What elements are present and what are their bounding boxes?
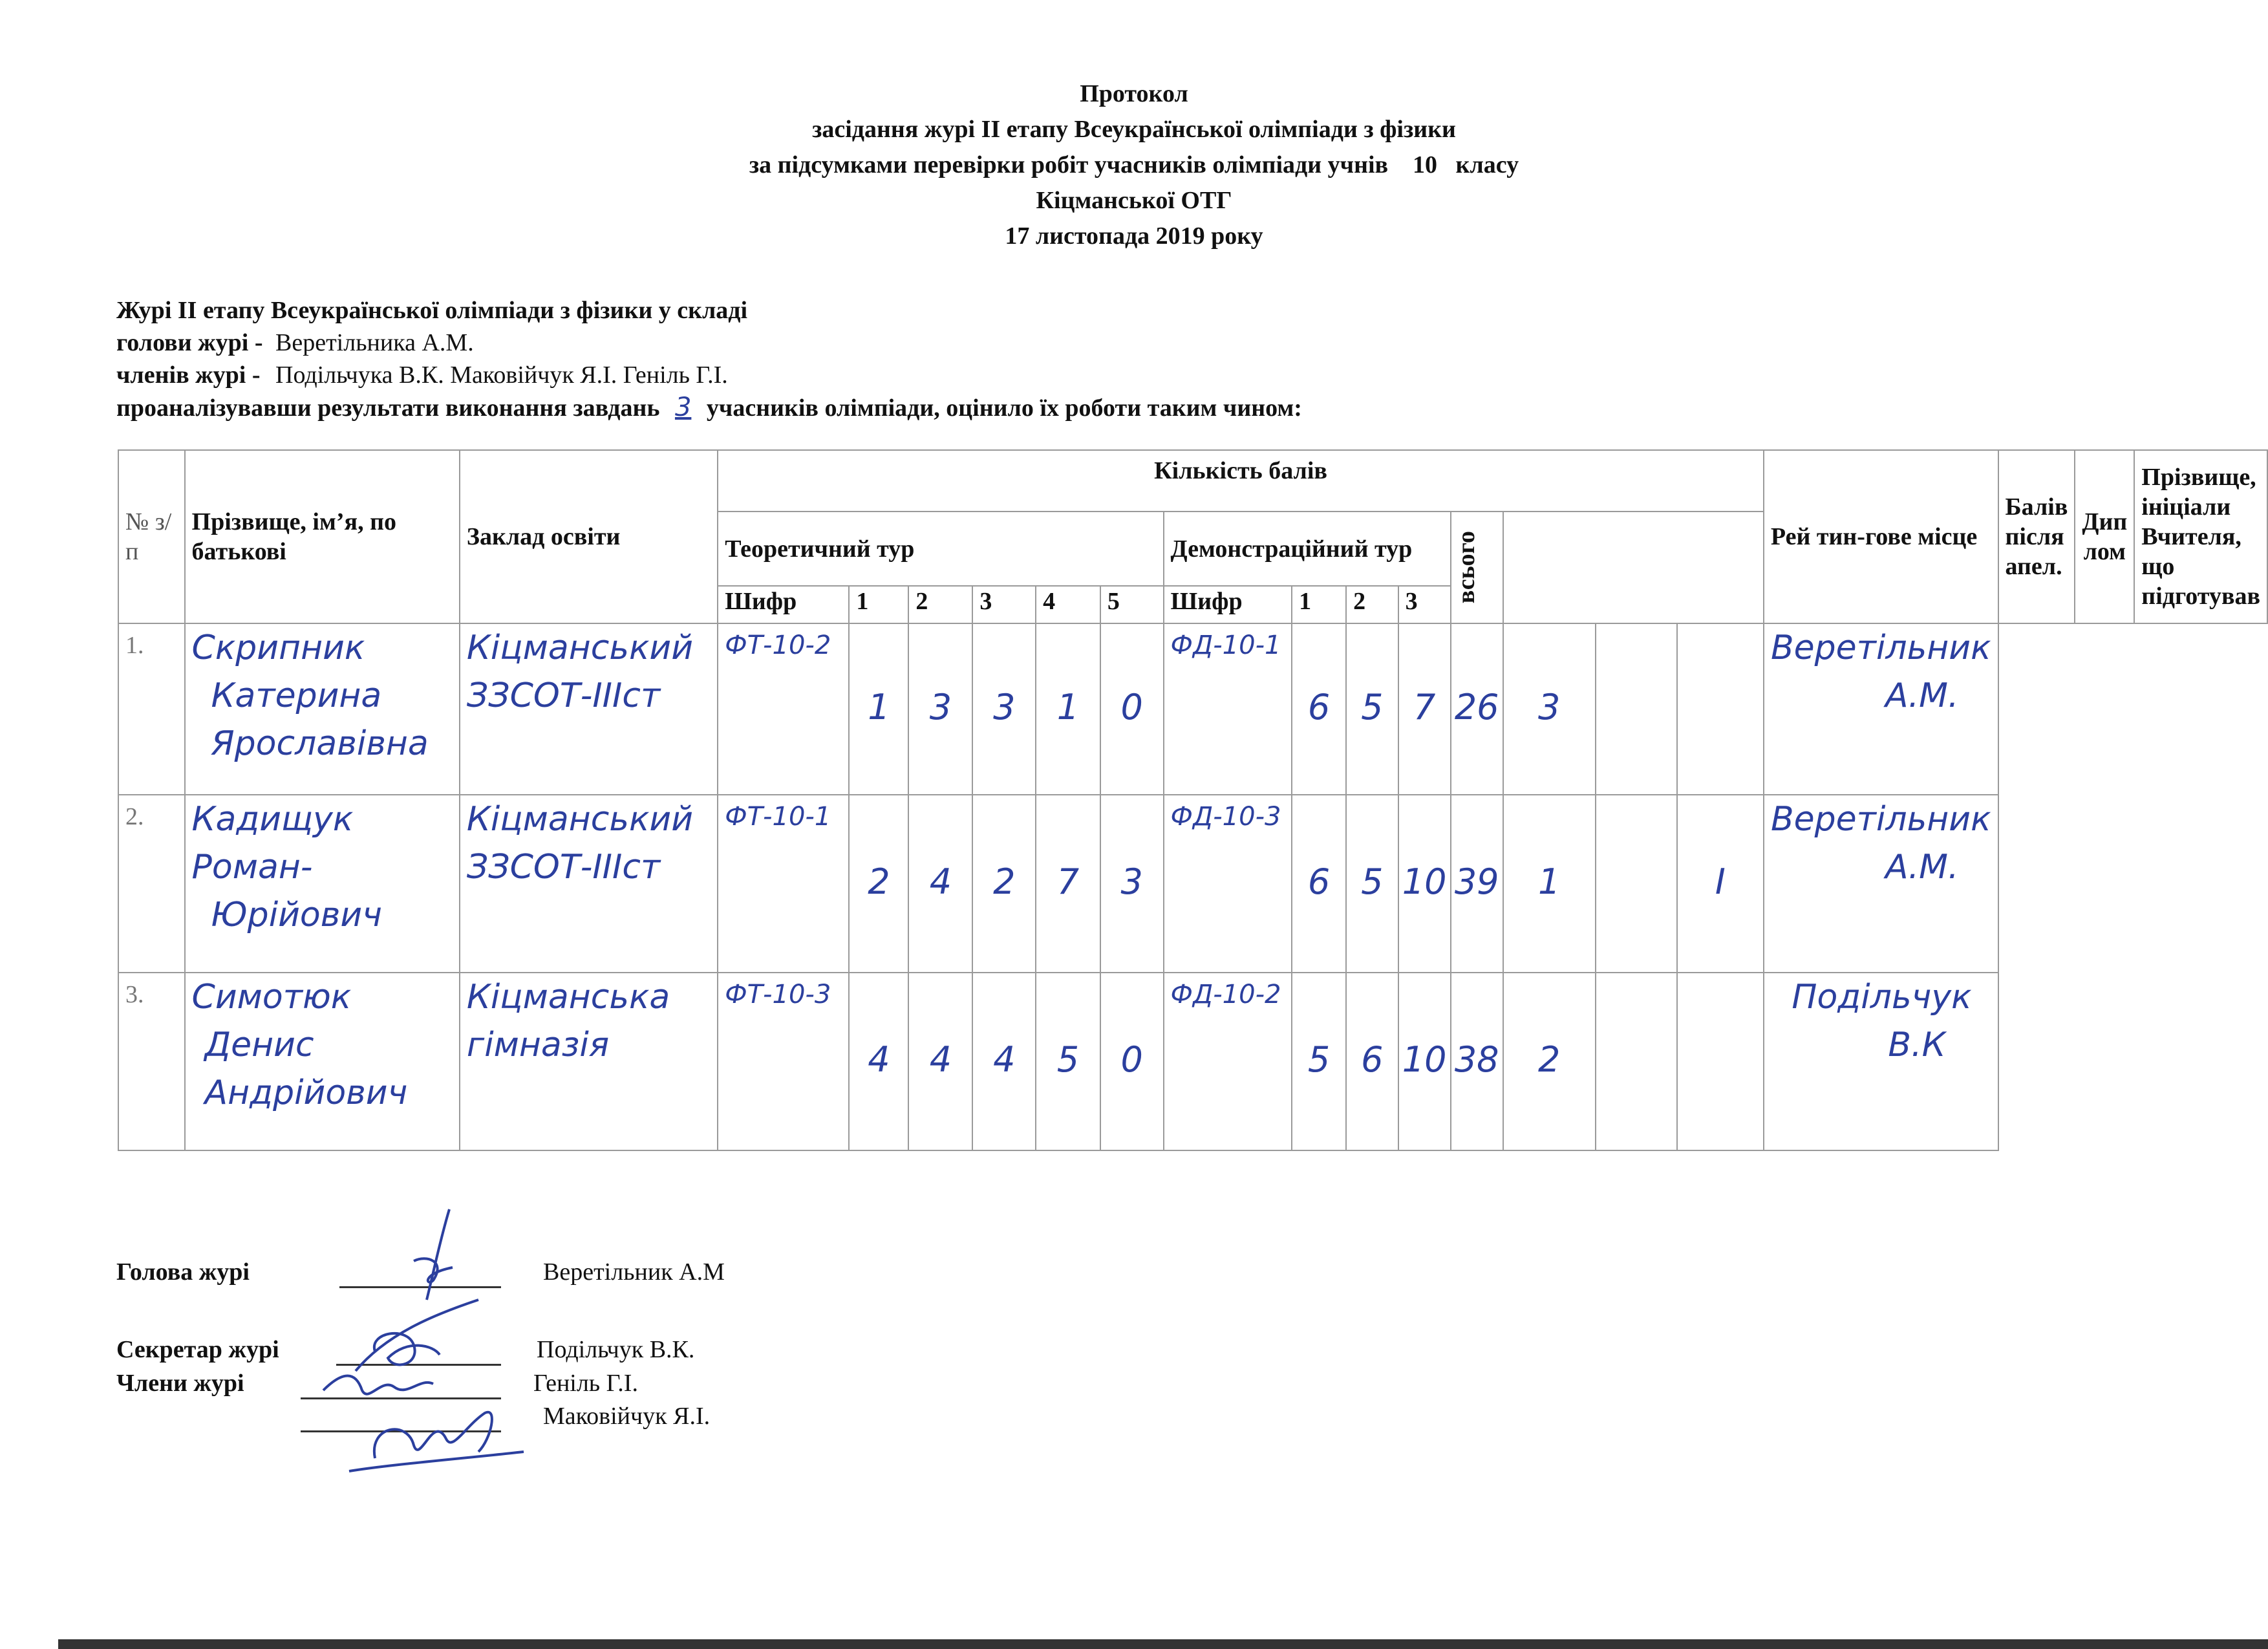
demo-score-3: 10: [1398, 795, 1451, 973]
header-teacher: Прізвище, ініціали Вчителя, що підготував: [2134, 450, 2267, 623]
diploma: [1677, 623, 1764, 795]
analysis-after: учасників олімпіади, оцінило їх роботи таким чином:: [706, 394, 1302, 422]
document-title: [0, 76, 2268, 254]
theory-score-1: 1: [849, 623, 908, 795]
header-after-appeal: Балів після апел.: [1998, 450, 2075, 623]
demo-cipher: ФД-10-3: [1164, 795, 1292, 973]
after-appeal: [1596, 973, 1677, 1150]
teacher-name: Веретільник А.М.: [1764, 795, 1998, 973]
header-t3: 3: [972, 586, 1036, 623]
header-scores: Кількість балів: [718, 450, 1764, 512]
theory-score-1: 2: [849, 795, 908, 973]
student-name: Кадищук Роман- Юрійович: [185, 795, 460, 973]
header-t2: 2: [908, 586, 972, 623]
theory-cipher: ФТ-10-2: [718, 623, 849, 795]
header-num: № з/п: [118, 450, 185, 623]
footer-member1-name: Геніль Г.І.: [533, 1370, 638, 1397]
school: Кіцманський ЗЗСОТ-ІІІст: [460, 795, 718, 973]
header-cipher: Шифр: [718, 586, 849, 623]
school: Кіцманський ЗЗСОТ-ІІІст: [460, 623, 718, 795]
theory-score-2: 4: [908, 973, 972, 1150]
header-total: всього: [1452, 531, 1480, 604]
total-score: 26: [1451, 623, 1503, 795]
theory-score-4: 7: [1036, 795, 1100, 973]
demo-score-2: 6: [1346, 973, 1398, 1150]
table-row: [118, 795, 2267, 973]
header-school: Заклад освіти: [460, 450, 718, 623]
demo-score-1: 6: [1292, 623, 1346, 795]
header-name: Прізвище, ім’я, по батькові: [185, 450, 460, 623]
footer-head-name: Веретільник А.М: [543, 1258, 725, 1286]
after-appeal: [1596, 623, 1677, 795]
title-line-2: засідання журі ІІ етапу Всеукраїнської олімпіади з фізики: [812, 116, 1456, 143]
participants-count: 3: [674, 393, 692, 422]
student-name: Скрипник Катерина Ярославівна: [185, 623, 460, 795]
rank: 1: [1503, 795, 1596, 973]
title-line-5: 17 листопада 2019 року: [1005, 222, 1263, 250]
row-num: 3.: [118, 973, 185, 1150]
row-num: 1.: [118, 623, 185, 795]
demo-cipher: ФД-10-2: [1164, 973, 1292, 1150]
header-t4: 4: [1036, 586, 1100, 623]
header-d2: 2: [1346, 586, 1398, 623]
theory-score-1: 4: [849, 973, 908, 1150]
theory-score-2: 4: [908, 795, 972, 973]
footer-members-label: Члени журі: [116, 1370, 244, 1397]
demo-score-3: 10: [1398, 973, 1451, 1150]
signature-member2: [336, 1400, 530, 1484]
demo-score-3: 7: [1398, 623, 1451, 795]
row-num: 2.: [118, 795, 185, 973]
teacher-name: Подільчук В.К: [1764, 973, 1998, 1150]
table-row: [118, 973, 2267, 1150]
header-demo: Демонстраційний тур: [1164, 512, 1451, 586]
theory-score-3: 4: [972, 973, 1036, 1150]
student-name: Симотюк Денис Андрійович: [185, 973, 460, 1150]
theory-cipher: ФТ-10-3: [718, 973, 849, 1150]
theory-score-5: 3: [1100, 795, 1164, 973]
total-score: 38: [1451, 973, 1503, 1150]
theory-score-4: 5: [1036, 973, 1100, 1150]
head-label: голови журі -: [116, 329, 263, 356]
after-appeal: [1596, 795, 1677, 973]
title-line-3: за підсумками перевірки робіт учасників олімпіади учнів 10 класу: [749, 151, 1519, 178]
scan-edge-bar: [58, 1639, 2268, 1649]
jury-line: Журі ІІ етапу Всеукраїнської олімпіади з фізики у складі: [116, 297, 748, 324]
theory-cipher: ФТ-10-1: [718, 795, 849, 973]
header-d3: 3: [1398, 586, 1451, 623]
diploma: [1677, 973, 1764, 1150]
footer-secretary-label: Секретар журі: [116, 1336, 279, 1363]
theory-score-5: 0: [1100, 623, 1164, 795]
theory-score-3: 3: [972, 623, 1036, 795]
rank: 2: [1503, 973, 1596, 1150]
header-t1: 1: [849, 586, 908, 623]
demo-score-1: 6: [1292, 795, 1346, 973]
intro-block: [116, 294, 1302, 424]
analysis-before: проаналізувавши результати виконання завдань: [116, 394, 660, 422]
header-diploma: Дип лом: [2075, 450, 2134, 623]
demo-score-1: 5: [1292, 973, 1346, 1150]
header-theory: Теоретичний тур: [718, 512, 1163, 586]
head-name: Веретільника А.М.: [275, 329, 474, 356]
rank: 3: [1503, 623, 1596, 795]
footer-head-label: Голова журі: [116, 1258, 250, 1286]
theory-score-3: 2: [972, 795, 1036, 973]
members-label: членів журі -: [116, 361, 261, 389]
teacher-name: Веретільник А.М.: [1764, 623, 1998, 795]
footer-secretary-name: Подільчук В.К.: [537, 1336, 695, 1363]
header-rank: Рей тин-гове місце: [1764, 450, 1998, 623]
theory-score-4: 1: [1036, 623, 1100, 795]
demo-cipher: ФД-10-1: [1164, 623, 1292, 795]
total-score: 39: [1451, 795, 1503, 973]
demo-score-2: 5: [1346, 623, 1398, 795]
theory-score-2: 3: [908, 623, 972, 795]
header-d1: 1: [1292, 586, 1346, 623]
school: Кіцманська гімназія: [460, 973, 718, 1150]
header-d-cipher: Шифр: [1164, 586, 1292, 623]
table-row: [118, 623, 2267, 795]
title-line-1: Протокол: [1080, 80, 1188, 107]
demo-score-2: 5: [1346, 795, 1398, 973]
diploma: І: [1677, 795, 1764, 973]
results-table: [118, 449, 2268, 1151]
header-t5: 5: [1100, 586, 1164, 623]
signature-head: [388, 1203, 491, 1306]
footer-member2-name: Маковійчук Я.І.: [543, 1403, 711, 1430]
members-names: Подільчука В.К. Маковійчук Я.І. Геніль Г.І.: [275, 361, 728, 389]
theory-score-5: 0: [1100, 973, 1164, 1150]
title-line-4: Кіцманської ОТГ: [1036, 187, 1232, 214]
